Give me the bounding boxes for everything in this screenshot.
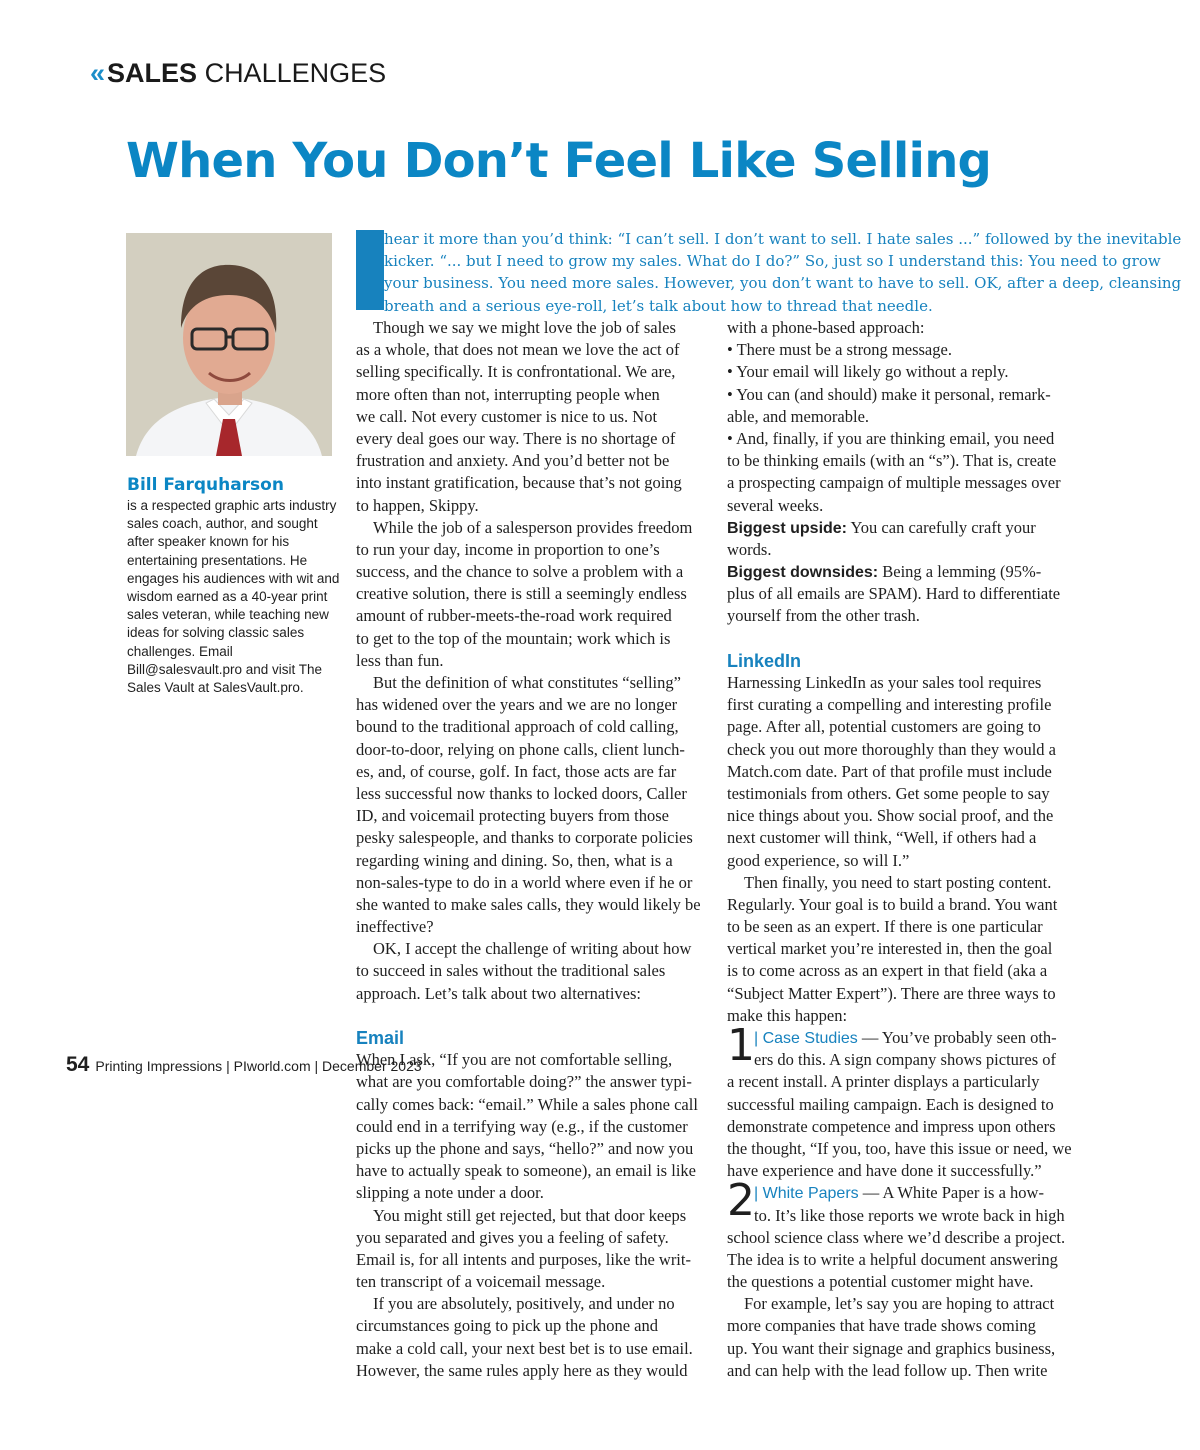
text-line: less successful now thanks to locked doors, Caller	[356, 783, 687, 803]
text-line: school science class where we’d describe a project.	[727, 1227, 1066, 1247]
text-line: successful mailing campaign. Each is designed to	[727, 1094, 1054, 1114]
text-line: to happen, Skippy.	[356, 495, 479, 515]
text-line: circumstances going to pick up the phone and	[356, 1316, 658, 1336]
lede-line: your business. You need more sales. However, you don’t want to have to sell. OK, after a deep, cleansing	[384, 274, 1182, 293]
text-line: Email is, for all intents and purposes, like the writ-	[356, 1249, 691, 1269]
text-line: to run your day, income in proportion to one’s	[356, 539, 660, 559]
text-line: you separated and gives you a feeling of safety.	[356, 1227, 669, 1247]
text-line	[727, 1027, 1073, 1049]
text-line: “Subject Matter Expert”). There are three ways to	[727, 983, 1056, 1003]
text-line: pesky salespeople, and thanks to corporate policies	[356, 828, 693, 848]
text-line: what are you comfortable doing?” the answer typi-	[356, 1072, 692, 1092]
subhead-email: Email	[356, 1028, 405, 1048]
item-keyword: | Case Studies	[754, 1030, 858, 1047]
text-line: next customer will think, “Well, if others had a	[727, 828, 1037, 848]
text-line: to get to the top of the mountain; work which is	[356, 628, 671, 648]
text-line: less than fun.	[356, 650, 444, 670]
text-line: Then finally, you need to start posting content.	[744, 872, 1052, 892]
downside-line	[727, 561, 1073, 583]
text-line: ID, and voicemail protecting buyers from those	[356, 806, 669, 826]
bullet-item: able, and memorable.	[727, 406, 870, 426]
text-line: is to come across as an expert in that field (aka a	[727, 961, 1048, 981]
text-line: first curating a compelling and interesting profile	[727, 695, 1052, 715]
text-run: — You’ve probably seen oth-	[857, 1028, 1057, 1047]
text-line: However, the same rules apply here as they would	[356, 1360, 688, 1380]
paragraph	[356, 672, 702, 938]
text-line: more often than not, interrupting people when	[356, 384, 660, 404]
text-line: picks up the phone and says, “hello?” and now you	[356, 1138, 694, 1158]
text-line	[727, 1182, 1073, 1204]
text-line: When I ask, “If you are not comfortable selling,	[356, 1050, 673, 1070]
text-line: es, and, of course, golf. In fact, those acts are far	[356, 761, 677, 781]
bullet-item: • Your email will likely go without a reply.	[727, 362, 1009, 382]
paragraph	[356, 1293, 702, 1382]
text-line: to be seen as an expert. If there is one particular	[727, 917, 1043, 937]
text-line: non-sales-type to do in a world where even if he or	[356, 872, 693, 892]
bullet-item: • You can (and should) make it personal, remark-	[727, 384, 1051, 404]
text-line: For example, let’s say you are hoping to attract	[744, 1294, 1055, 1314]
text-line: regarding wining and dining. So, then, what is a	[356, 850, 673, 870]
text-line: success, and the chance to solve a problem with a	[356, 562, 684, 582]
text-line: cally comes back: “email.” While a sales phone call	[356, 1094, 698, 1114]
text-line: to succeed in sales without the traditional sales	[356, 961, 666, 981]
text-line: Harnessing LinkedIn as your sales tool requires	[727, 673, 1042, 692]
bullet-item: a prospecting campaign of multiple messages over	[727, 473, 1061, 493]
item-number: 2	[727, 1175, 755, 1227]
text-line: Regularly. Your goal is to build a brand. You want	[727, 894, 1058, 914]
bullet-item: • There must be a strong message.	[727, 340, 952, 360]
paragraph	[727, 1293, 1073, 1382]
section-label: CHALLENGES	[197, 58, 387, 88]
text-line: more companies that have trade shows coming	[727, 1316, 1036, 1336]
text-line: If you are absolutely, positively, and under no	[373, 1294, 675, 1314]
text-run: Being a lemming (95%-	[878, 562, 1042, 582]
text-line: check you out more thoroughly than they would a	[727, 739, 1057, 759]
text-line: could end in a terrifying way (e.g., if the customer	[356, 1116, 688, 1136]
text-line: OK, I accept the challenge of writing about how	[373, 939, 692, 959]
text-line: make a cold call, your next best bet is to use email.	[356, 1338, 693, 1358]
text-line: selling specifically. It is confrontational. We are,	[356, 362, 676, 382]
text-line: a recent install. A printer displays a particularly	[727, 1072, 1040, 1092]
text-line: But the definition of what constitutes “selling”	[373, 673, 681, 692]
text-line: ineffective?	[356, 917, 434, 937]
text-line: Match.com date. Part of that profile must include	[727, 761, 1052, 781]
text-line: creative solution, there is still a seemingly endless	[356, 584, 687, 604]
upside-label: Biggest upside:	[727, 519, 848, 537]
text-line: slipping a note under a door.	[356, 1183, 544, 1203]
text-line: have to actually speak to someone), an email is like	[356, 1161, 696, 1181]
text-line: the thought, “If you, too, have this issue or need, we	[727, 1138, 1072, 1158]
author-portrait-image	[126, 233, 332, 456]
page-footer	[66, 1053, 422, 1077]
lede-paragraph	[356, 228, 1182, 316]
subhead-linkedin: LinkedIn	[727, 650, 802, 671]
item-keyword: | White Papers	[754, 1185, 859, 1203]
text-line: door-to-door, relying on phone calls, client lunch-	[356, 739, 685, 759]
text-line: she wanted to make sales calls, they would likely be	[356, 894, 701, 914]
lede-line: kicker. “... but I need to grow my sales. What do I do?” So, just so I understand this: You need to grow	[384, 252, 1161, 271]
article-headline: When You Don’t Feel Like Selling	[126, 133, 992, 189]
numbered-item-case-studies	[727, 1020, 1073, 1182]
text-line: make this happen:	[727, 1005, 848, 1025]
body-column-left	[356, 317, 702, 1382]
paragraph	[356, 517, 702, 672]
text-line: up. You want their signage and graphics business,	[727, 1338, 1056, 1358]
paragraph	[356, 1205, 702, 1294]
text-line: demonstrate competence and impress upon others	[727, 1116, 1056, 1136]
text-line: into instant gratification, because that’s not going	[356, 473, 682, 493]
text-line: and can help with the lead follow up. Then write	[727, 1360, 1048, 1380]
text-line: every deal goes our way. There is no shortage of	[356, 428, 676, 448]
text-line: page. After all, potential customers are going to	[727, 717, 1041, 737]
text-line: You might still get rejected, but that door keeps	[373, 1205, 687, 1225]
text-line: amount of rubber-meets-the-road work required	[356, 606, 672, 626]
paragraph	[356, 317, 702, 517]
text-line: While the job of a salesperson provides freedom	[373, 517, 693, 537]
paragraph	[727, 672, 1073, 872]
downside-label: Biggest downsides:	[727, 564, 879, 582]
text-line: vertical market you’re interested in, then the goal	[727, 939, 1053, 959]
upside-line	[727, 517, 1073, 539]
text-line: ers do this. A sign company shows pictures of	[754, 1050, 1057, 1070]
paragraph	[356, 938, 702, 1005]
section-label-bold: SALES	[107, 58, 198, 88]
section-header	[90, 56, 386, 90]
body-column-right	[727, 317, 1073, 1382]
text-line: yourself from the other trash.	[727, 606, 920, 626]
publication-info: Printing Impressions | PIworld.com | December 2023	[95, 1058, 422, 1074]
bullet-item: to be thinking emails (with an “s”). That is, create	[727, 451, 1057, 471]
text-line: testimonials from others. Get some people to say	[727, 783, 1050, 803]
text-line: approach. Let’s talk about two alternatives:	[356, 983, 641, 1003]
paragraph	[727, 872, 1073, 1027]
author-photo	[126, 233, 332, 456]
bullet-list	[727, 339, 1073, 517]
text-line: good experience, so will I.”	[727, 850, 910, 870]
bullet-item: several weeks.	[727, 495, 824, 515]
page-number: 54	[66, 1053, 90, 1076]
text-run: — A White Paper is a how-	[858, 1183, 1044, 1203]
text-line: have experience and have done it successfully.”	[727, 1161, 1042, 1181]
author-name: Bill Farquharson	[127, 475, 284, 495]
text-line: to. It’s like those reports we wrote back in high	[754, 1205, 1065, 1225]
numbered-item-white-papers	[727, 1175, 1073, 1293]
text-line: has widened over the years and we are no longer	[356, 695, 678, 715]
text-line: Though we say we might love the job of sales	[373, 318, 676, 337]
text-line: nice things about you. Show social proof, and the	[727, 806, 1054, 826]
text-line: we call. Not every customer is nice to us. Not	[356, 406, 658, 426]
lede-line: hear it more than you’d think: “I can’t sell. I don’t want to sell. I hate sales ...” followed by the inevitable	[384, 230, 1182, 248]
drop-cap-i	[356, 230, 384, 310]
author-bio: is a respected graphic arts industry sales coach, author, and sought after speaker known for his entertaining presentations. He engages his audiences with wit and wisdom earned as a 40-year print sales veteran, while teaching new ideas for solving classic sales challenges. Email Bill@salesvault.pro and visit The Sales Vault at SalesVault.pro.	[127, 498, 340, 696]
item-number: 1	[727, 1020, 755, 1071]
text-line: bound to the traditional approach of cold calling,	[356, 717, 679, 737]
text-line: The idea is to write a helpful document answering	[727, 1249, 1058, 1269]
text-line: ten transcript of a voicemail message.	[356, 1272, 606, 1292]
lede-line: breath and a serious eye-roll, let’s talk about how to thread that needle.	[384, 296, 933, 315]
text-line: with a phone-based approach:	[727, 318, 925, 337]
bullet-item: • And, finally, if you are thinking email, you need	[727, 428, 1055, 448]
double-chevron-icon: «	[90, 58, 100, 88]
text-run: You can carefully craft your	[847, 517, 1036, 537]
text-line: as a whole, that does not mean we love the act of	[356, 340, 680, 360]
text-line: frustration and anxiety. And you’d better not be	[356, 451, 670, 471]
text-line: plus of all emails are SPAM). Hard to differentiate	[727, 584, 1061, 604]
text-line: the questions a potential customer might have.	[727, 1272, 1034, 1292]
text-line: words.	[727, 539, 772, 559]
